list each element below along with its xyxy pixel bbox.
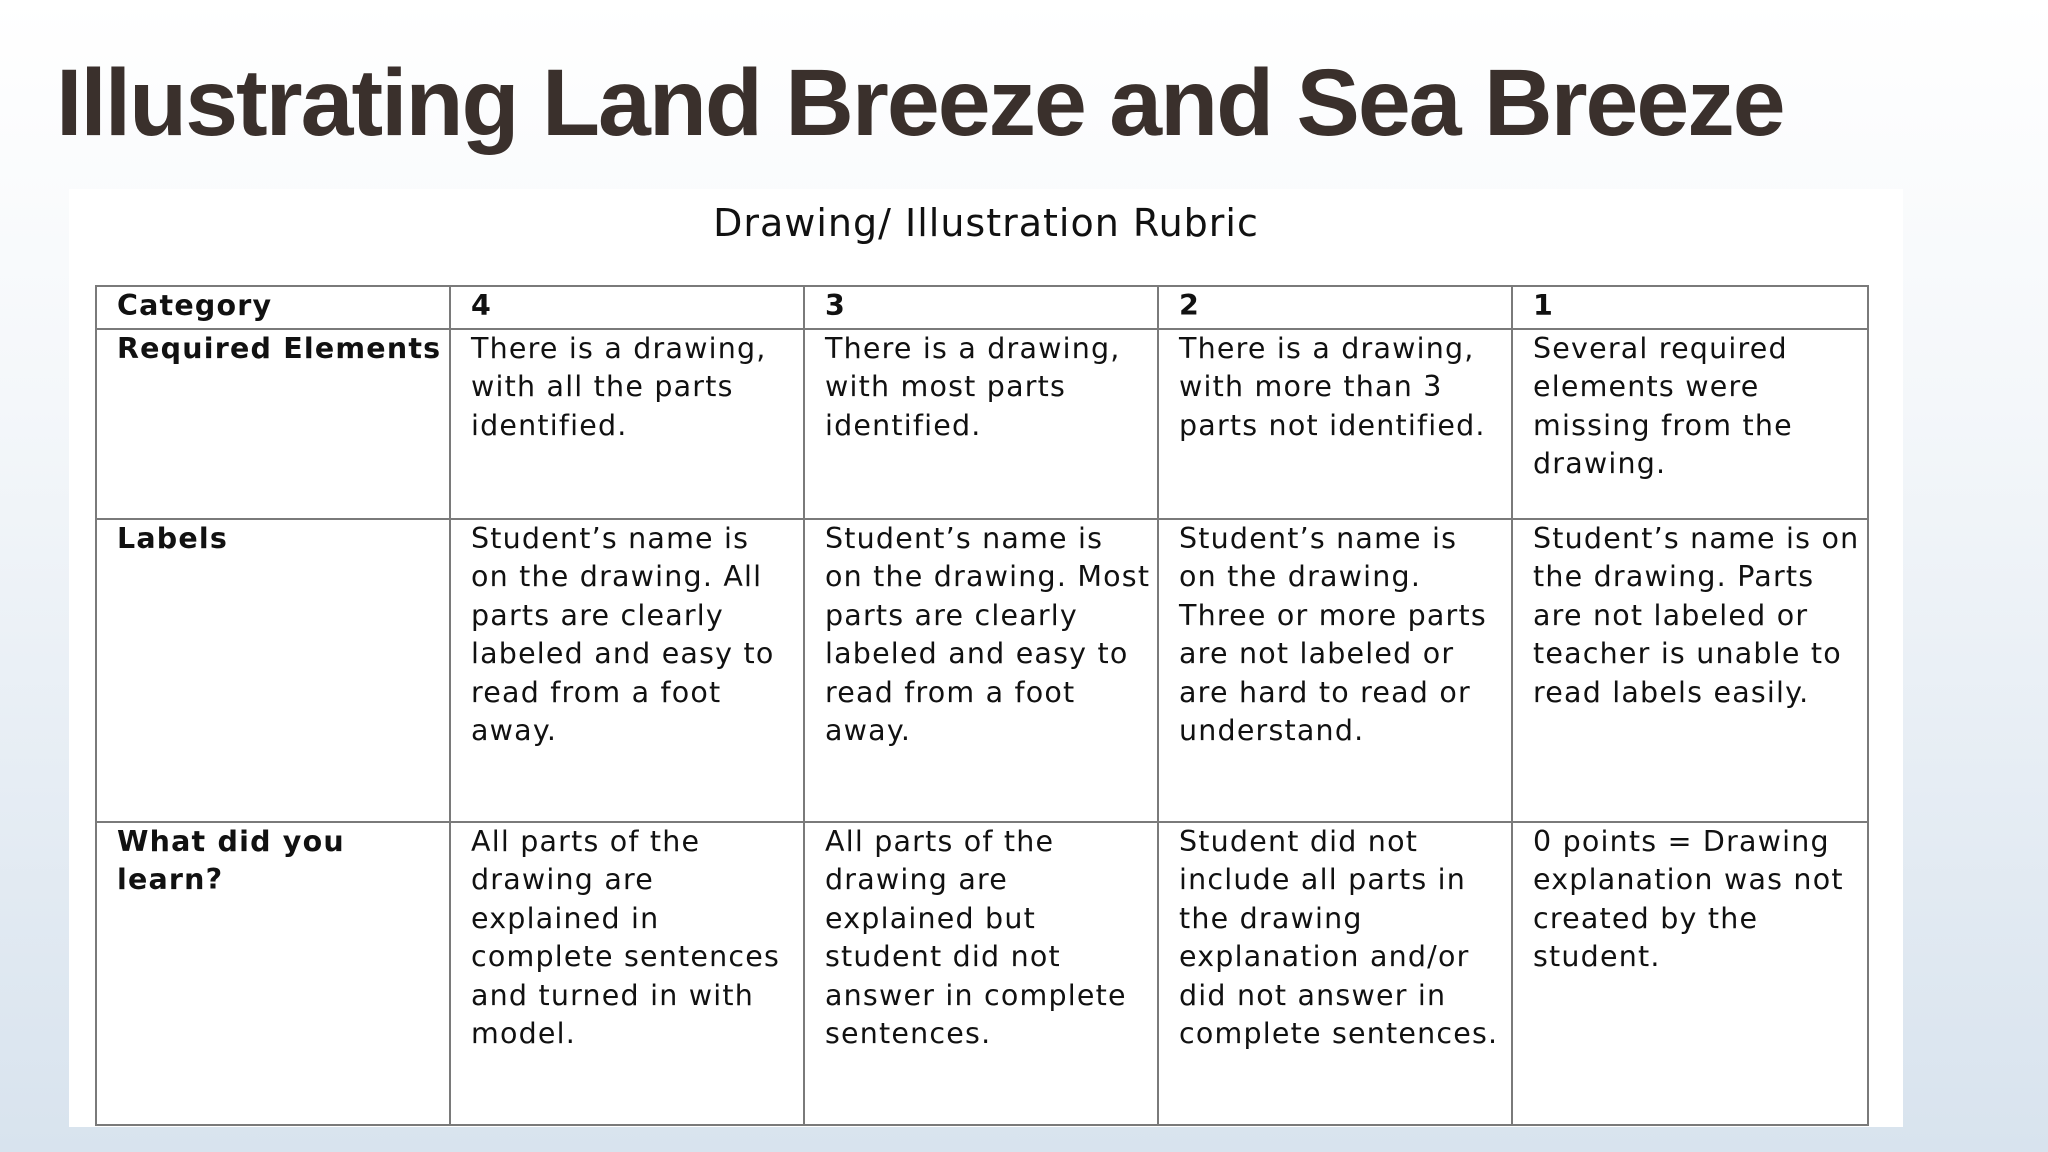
- table-cell: All parts of the drawing are explained but student did not answer in complete sentences.: [804, 822, 1158, 1125]
- category-cell: Required Elements: [96, 329, 450, 519]
- category-cell: Labels: [96, 519, 450, 822]
- table-row: [96, 519, 1868, 822]
- table-cell: Student did not include all parts in the drawing explanation and/or did not answer in complete sentences.: [1158, 822, 1512, 1125]
- table-cell: Student’s name is on the drawing. Most parts are clearly labeled and easy to read from a foot away.: [804, 519, 1158, 822]
- header-score-1: 1: [1512, 286, 1868, 329]
- header-score-4: 4: [450, 286, 804, 329]
- table-cell: Several required elements were missing from the drawing.: [1512, 329, 1868, 519]
- header-category: Category: [96, 286, 450, 329]
- table-header-row: [96, 286, 1868, 329]
- header-score-3: 3: [804, 286, 1158, 329]
- table-cell: Student’s name is on the drawing. Parts are not labeled or teacher is unable to read labels easily.: [1512, 519, 1868, 822]
- table-cell: 0 points = Drawing explanation was not created by the student.: [1512, 822, 1868, 1125]
- table-cell: There is a drawing, with more than 3 parts not identified.: [1158, 329, 1512, 519]
- table-row: [96, 329, 1868, 519]
- category-cell: What did you learn?: [96, 822, 450, 1125]
- rubric-image: [69, 189, 1903, 1127]
- table-cell: There is a drawing, with all the parts identified.: [450, 329, 804, 519]
- header-score-2: 2: [1158, 286, 1512, 329]
- table-row: [96, 822, 1868, 1125]
- table-cell: Student’s name is on the drawing. All parts are clearly labeled and easy to read from a foot away.: [450, 519, 804, 822]
- rubric-table: [95, 285, 1869, 1126]
- rubric-title: Drawing/ Illustration Rubric: [713, 201, 1259, 245]
- slide-title: Illustrating Land Breeze and Sea Breeze: [56, 50, 1784, 156]
- table-cell: Student’s name is on the drawing. Three or more parts are not labeled or are hard to read or understand.: [1158, 519, 1512, 822]
- table-cell: There is a drawing, with most parts identified.: [804, 329, 1158, 519]
- table-cell: All parts of the drawing are explained in complete sentences and turned in with model.: [450, 822, 804, 1125]
